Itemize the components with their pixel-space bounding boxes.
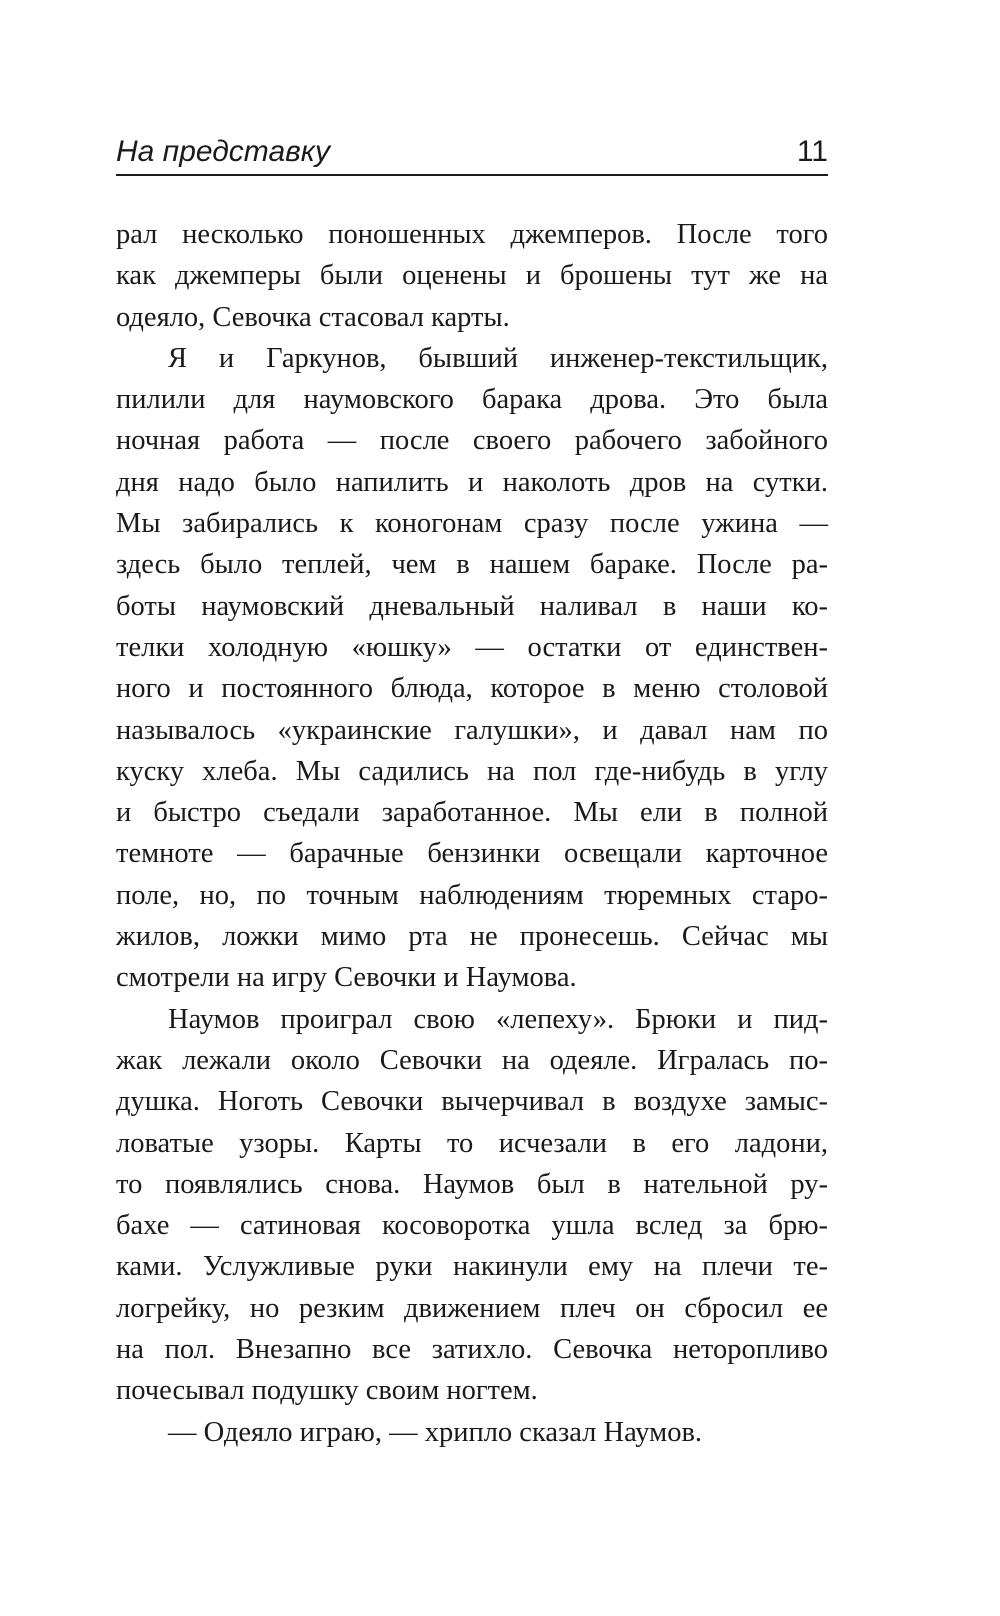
text-line: дня надо было напилить и наколоть дров на сутки. bbox=[116, 466, 828, 498]
text-line: одеяло, Севочка стасовал карты. bbox=[116, 301, 510, 333]
text-line: темноте — барачные бензинки освещали карточное bbox=[116, 838, 828, 870]
text-line: ночная работа — после своего рабочего забойного bbox=[116, 425, 828, 457]
paragraph-4 bbox=[116, 1412, 828, 1453]
text-line: жилов, ложки мимо рта не пронесешь. Сейчас мы bbox=[116, 921, 828, 953]
body-text bbox=[116, 214, 828, 1453]
text-line: боты наумовский дневальный наливал в наши ко- bbox=[116, 590, 828, 622]
text-line: поле, но, по точным наблюдениям тюремных старо- bbox=[116, 879, 828, 911]
text-line: смотрели на игру Севочки и Наумова. bbox=[116, 962, 577, 994]
text-line: ками. Услужливые руки накинули ему на плечи те- bbox=[116, 1251, 828, 1283]
running-header bbox=[116, 128, 828, 176]
running-title: На представку bbox=[116, 135, 330, 168]
text-line: на пол. Внезапно все затихло. Севочка неторопливо bbox=[116, 1334, 828, 1366]
text-line: пилили для наумовского барака дрова. Это была bbox=[116, 384, 828, 416]
text-line: Мы забирались к коногонам сразу после ужина — bbox=[116, 508, 828, 540]
page-number: 11 bbox=[796, 135, 828, 168]
text-line: душка. Ноготь Севочки вычерчивал в воздухе замыс- bbox=[116, 1086, 828, 1118]
text-line: и быстро съедали заработанное. Мы ели в полной bbox=[116, 797, 828, 829]
text-line: логрейку, но резким движением плеч он сбросил ее bbox=[116, 1292, 828, 1324]
text-line: телки холодную «юшку» — остатки от единствен- bbox=[116, 631, 828, 663]
text-line: ловатые узоры. Карты то исчезали в его ладони, bbox=[116, 1127, 828, 1159]
text-line: куску хлеба. Мы садились на пол где-нибудь в углу bbox=[116, 755, 828, 787]
text-line: почесывал подушку своим ногтем. bbox=[116, 1375, 538, 1407]
text-line: называлось «украинские галушки», и давал нам по bbox=[116, 714, 828, 746]
text-line: Я и Гаркунов, бывший инженер-текстильщик, bbox=[168, 342, 828, 374]
text-line: то появлялись снова. Наумов был в нательной ру- bbox=[116, 1168, 828, 1200]
text-line: бахе — сатиновая косоворотка ушла вслед за брю- bbox=[116, 1210, 828, 1242]
header-rule bbox=[116, 174, 828, 176]
paragraph-3 bbox=[116, 999, 828, 1412]
text-line: Наумов проиграл свою «лепеху». Брюки и пид- bbox=[168, 1003, 828, 1035]
paragraph-1 bbox=[116, 214, 828, 338]
text-line: рал несколько поношенных джемперов. После того bbox=[116, 219, 828, 250]
text-line: — Одеяло играю, — хрипло сказал Наумов. bbox=[168, 1416, 703, 1448]
text-line: ного и постоянного блюда, которое в меню столовой bbox=[116, 673, 828, 705]
text-line: как джемперы были оценены и брошены тут же на bbox=[116, 260, 828, 292]
text-line: здесь было теплей, чем в нашем бараке. После ра- bbox=[116, 549, 828, 581]
text-line: жак лежали около Севочки на одеяле. Игралась по- bbox=[116, 1044, 828, 1076]
paragraph-2 bbox=[116, 338, 828, 999]
